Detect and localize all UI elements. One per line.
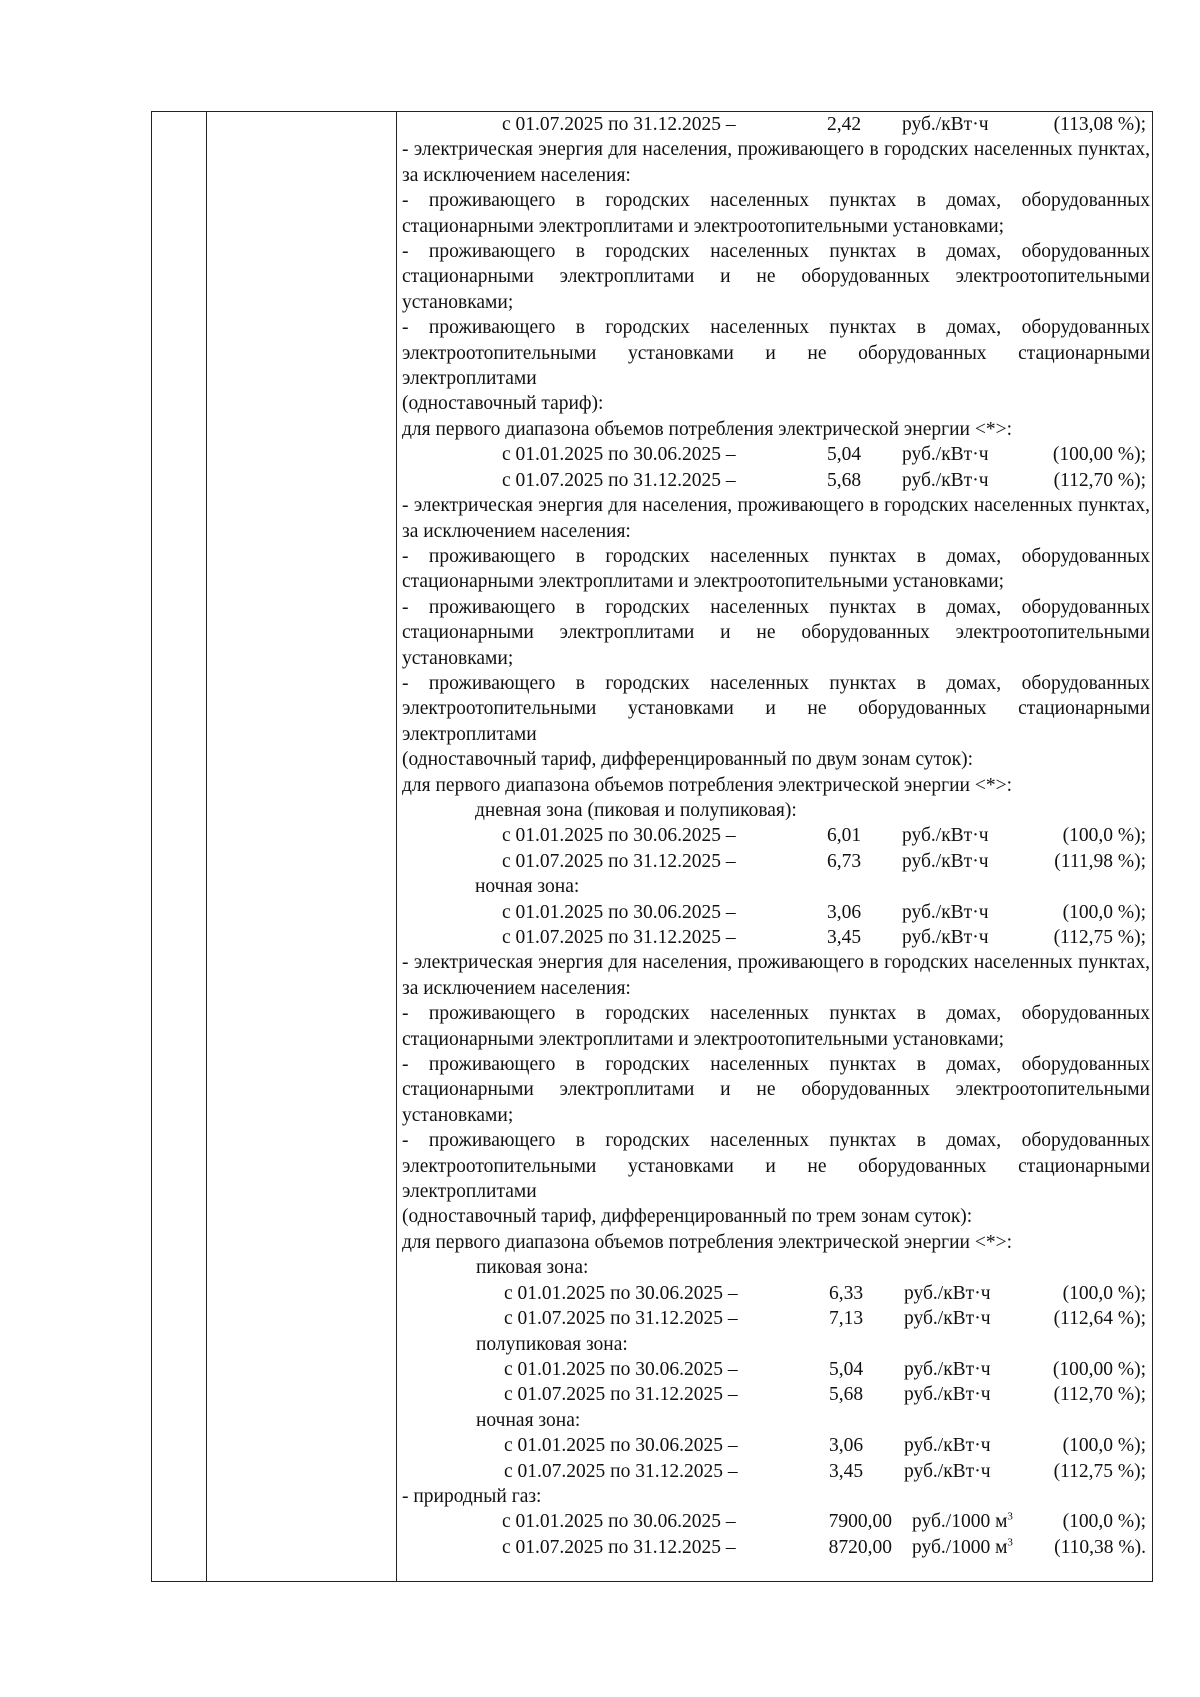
tariff-unit: руб./кВт·ч <box>902 901 989 923</box>
tariff-value: 5,68 <box>829 1384 864 1406</box>
tariff-period: с 01.07.2025 по 31.12.2025 – <box>502 850 736 872</box>
tariff-period: с 01.07.2025 по 31.12.2025 – <box>502 114 736 135</box>
text-line: (одноставочный тариф): <box>402 393 604 415</box>
tariff-value: 7,13 <box>829 1308 864 1330</box>
tariff-unit: руб./кВт·ч <box>902 444 989 466</box>
tariff-rate-row <box>402 1433 1150 1458</box>
time-zone-label: полупиковая зона: <box>476 1333 628 1355</box>
tariff-unit <box>892 1535 1052 1560</box>
text-line: для первого диапазона объемов потребления электрической энергии <*>: <box>402 774 1013 796</box>
tariff-rate-row <box>402 849 1150 874</box>
time-zone-label: ночная зона: <box>475 876 580 898</box>
consumer-category-paragraph: - проживающего в городских населенных пунктах в домах, оборудованных стационарными электроплитами и не оборудованных электроотопительными установками; <box>402 241 1150 313</box>
unit-superscript: 3 <box>1007 1536 1013 1549</box>
tariff-rate-row <box>402 468 1150 493</box>
tariff-period: с 01.07.2025 по 31.12.2025 – <box>502 469 736 491</box>
unit-superscript: 3 <box>1007 1510 1013 1523</box>
tariff-rate-row <box>402 1382 1150 1407</box>
tariff-value: 5,04 <box>827 444 862 466</box>
text-line: (одноставочный тариф, дифференцированный по трем зонам суток): <box>402 1206 973 1228</box>
tariff-unit: руб./кВт·ч <box>902 469 989 491</box>
consumer-category-paragraph: - проживающего в городских населенных пунктах в домах, оборудованных стационарными электроплитами и электроотопительными установками; <box>402 1003 1150 1050</box>
tariff-period: с 01.07.2025 по 31.12.2025 – <box>504 1308 738 1330</box>
tariff-period: с 01.07.2025 по 31.12.2025 – <box>502 1536 736 1558</box>
tariff-value: 6,33 <box>829 1282 864 1304</box>
tariff-percent: (112,64 %); <box>1053 1308 1146 1330</box>
tariff-percent: (100,00 %); <box>1052 1358 1146 1380</box>
tariff-value: 2,42 <box>827 114 862 135</box>
tariff-value: 7900,00 <box>828 1511 892 1533</box>
tariff-percent: (112,70 %); <box>1053 1384 1146 1406</box>
tariff-unit: руб./кВт·ч <box>904 1308 991 1330</box>
tariff-rate-row <box>402 925 1150 950</box>
tariff-value: 3,06 <box>827 901 862 923</box>
tariff-period: с 01.07.2025 по 31.12.2025 – <box>504 1460 738 1482</box>
tariff-value: 3,45 <box>827 927 862 948</box>
tariff-value: 6,01 <box>827 825 862 847</box>
tariff-percent: (113,08 %); <box>1053 114 1146 135</box>
tariff-percent: (112,75 %); <box>1053 927 1146 948</box>
tariff-rate-row <box>402 1281 1150 1306</box>
time-zone-label: дневная зона (пиковая и полупиковая): <box>475 799 797 821</box>
consumer-category-paragraph: - электрическая энергия для населения, проживающего в городских населенных пунктах, за исключением населения: <box>402 952 1150 999</box>
consumer-category-paragraph: - проживающего в городских населенных пунктах в домах, оборудованных стационарными электроплитами и электроотопительными установками; <box>402 190 1150 237</box>
tariff-period: с 01.01.2025 по 30.06.2025 – <box>504 1435 738 1457</box>
tariff-percent: (110,38 %). <box>1054 1536 1146 1558</box>
tariff-rate-row <box>402 1306 1150 1331</box>
gas-tariff-row <box>402 1509 1150 1534</box>
column-divider-1 <box>206 111 207 1582</box>
tariff-value: 5,68 <box>827 469 862 491</box>
tariff-unit: руб./кВт·ч <box>902 114 989 135</box>
consumer-category-paragraph: - проживающего в городских населенных пунктах в домах, оборудованных электроотопительными установками и не оборудованных стационарными электроплитами <box>402 672 1150 745</box>
tariff-value: 3,45 <box>829 1460 864 1482</box>
tariff-unit: руб./кВт·ч <box>902 850 989 872</box>
tariff-rate-row <box>402 1357 1150 1382</box>
tariff-unit: руб./кВт·ч <box>904 1460 991 1482</box>
tariff-text-cell <box>402 112 1150 1560</box>
tariff-period: с 01.07.2025 по 31.12.2025 – <box>504 1384 738 1406</box>
tariff-percent: (112,75 %); <box>1053 1460 1146 1482</box>
tariff-value: 6,73 <box>827 850 862 872</box>
text-line: - природный газ: <box>402 1485 542 1507</box>
tariff-period: с 01.07.2025 по 31.12.2025 – <box>502 927 736 948</box>
tariff-value: 3,06 <box>829 1435 864 1457</box>
consumer-category-paragraph: - проживающего в городских населенных пунктах в домах, оборудованных стационарными электроплитами и электроотопительными установками; <box>402 545 1150 593</box>
tariff-rate-row <box>402 112 1150 137</box>
tariff-unit: руб./кВт·ч <box>904 1435 991 1457</box>
consumer-category-paragraph: - электрическая энергия для населения, проживающего в городских населенных пунктах, за исключением населения: <box>402 495 1150 542</box>
tariff-value: 5,04 <box>829 1358 864 1380</box>
tariff-percent: (100,0 %); <box>1062 1511 1146 1533</box>
tariff-percent: (100,0 %); <box>1062 1282 1146 1304</box>
tariff-percent: (100,0 %); <box>1062 1435 1146 1457</box>
tariff-percent: (100,00 %); <box>1052 444 1146 466</box>
tariff-percent: (112,70 %); <box>1053 469 1146 491</box>
tariff-period: с 01.01.2025 по 30.06.2025 – <box>504 1282 738 1304</box>
tariff-period: с 01.01.2025 по 30.06.2025 – <box>502 901 736 923</box>
tariff-unit: руб./кВт·ч <box>902 927 989 948</box>
tariff-rate-row <box>402 900 1150 925</box>
tariff-period: с 01.01.2025 по 30.06.2025 – <box>504 1358 738 1380</box>
tariff-period: с 01.01.2025 по 30.06.2025 – <box>502 825 736 847</box>
column-divider-2 <box>396 111 397 1582</box>
text-line: для первого диапазона объемов потребления электрической энергии <*>: <box>402 418 1013 440</box>
time-zone-label: пиковая зона: <box>476 1257 589 1279</box>
tariff-rate-row <box>402 442 1150 467</box>
tariff-period: с 01.01.2025 по 30.06.2025 – <box>502 444 736 466</box>
tariff-unit: руб./кВт·ч <box>904 1282 991 1304</box>
gas-tariff-row <box>402 1535 1150 1560</box>
tariff-percent: (100,0 %); <box>1062 901 1146 923</box>
consumer-category-paragraph: - проживающего в городских населенных пунктах в домах, оборудованных электроотопительными установками и не оборудованных стационарными электроплитами <box>402 1130 1150 1203</box>
tariff-unit-text: руб./1000 м <box>912 1511 1008 1533</box>
tariff-rate-row <box>402 823 1150 848</box>
tariff-percent: (100,0 %); <box>1062 825 1146 847</box>
consumer-category-paragraph: - электрическая энергия для населения, проживающего в городских населенных пунктах, за исключением населения: <box>402 139 1150 186</box>
tariff-rate-row <box>402 1459 1150 1484</box>
text-line: для первого диапазона объемов потребления электрической энергии <*>: <box>402 1231 1013 1253</box>
time-zone-label: ночная зона: <box>476 1409 581 1431</box>
tariff-period: с 01.01.2025 по 30.06.2025 – <box>502 1511 736 1533</box>
consumer-category-paragraph: - проживающего в городских населенных пунктах в домах, оборудованных электроотопительными установками и не оборудованных стационарными электроплитами <box>402 317 1150 390</box>
consumer-category-paragraph: - проживающего в городских населенных пунктах в домах, оборудованных стационарными электроплитами и не оборудованных электроотопительными установками; <box>402 596 1150 669</box>
tariff-unit <box>892 1509 1052 1534</box>
tariff-unit-text: руб./1000 м <box>912 1536 1008 1558</box>
tariff-unit: руб./кВт·ч <box>904 1384 991 1406</box>
tariff-unit: руб./кВт·ч <box>904 1358 991 1380</box>
tariff-value: 8720,00 <box>828 1536 892 1558</box>
consumer-category-paragraph: - проживающего в городских населенных пунктах в домах, оборудованных стационарными электроплитами и не оборудованных электроотопительными установками; <box>402 1054 1150 1126</box>
tariff-percent: (111,98 %); <box>1054 850 1146 872</box>
text-line: (одноставочный тариф, дифференцированный по двум зонам суток): <box>402 749 973 771</box>
tariff-unit: руб./кВт·ч <box>902 825 989 847</box>
